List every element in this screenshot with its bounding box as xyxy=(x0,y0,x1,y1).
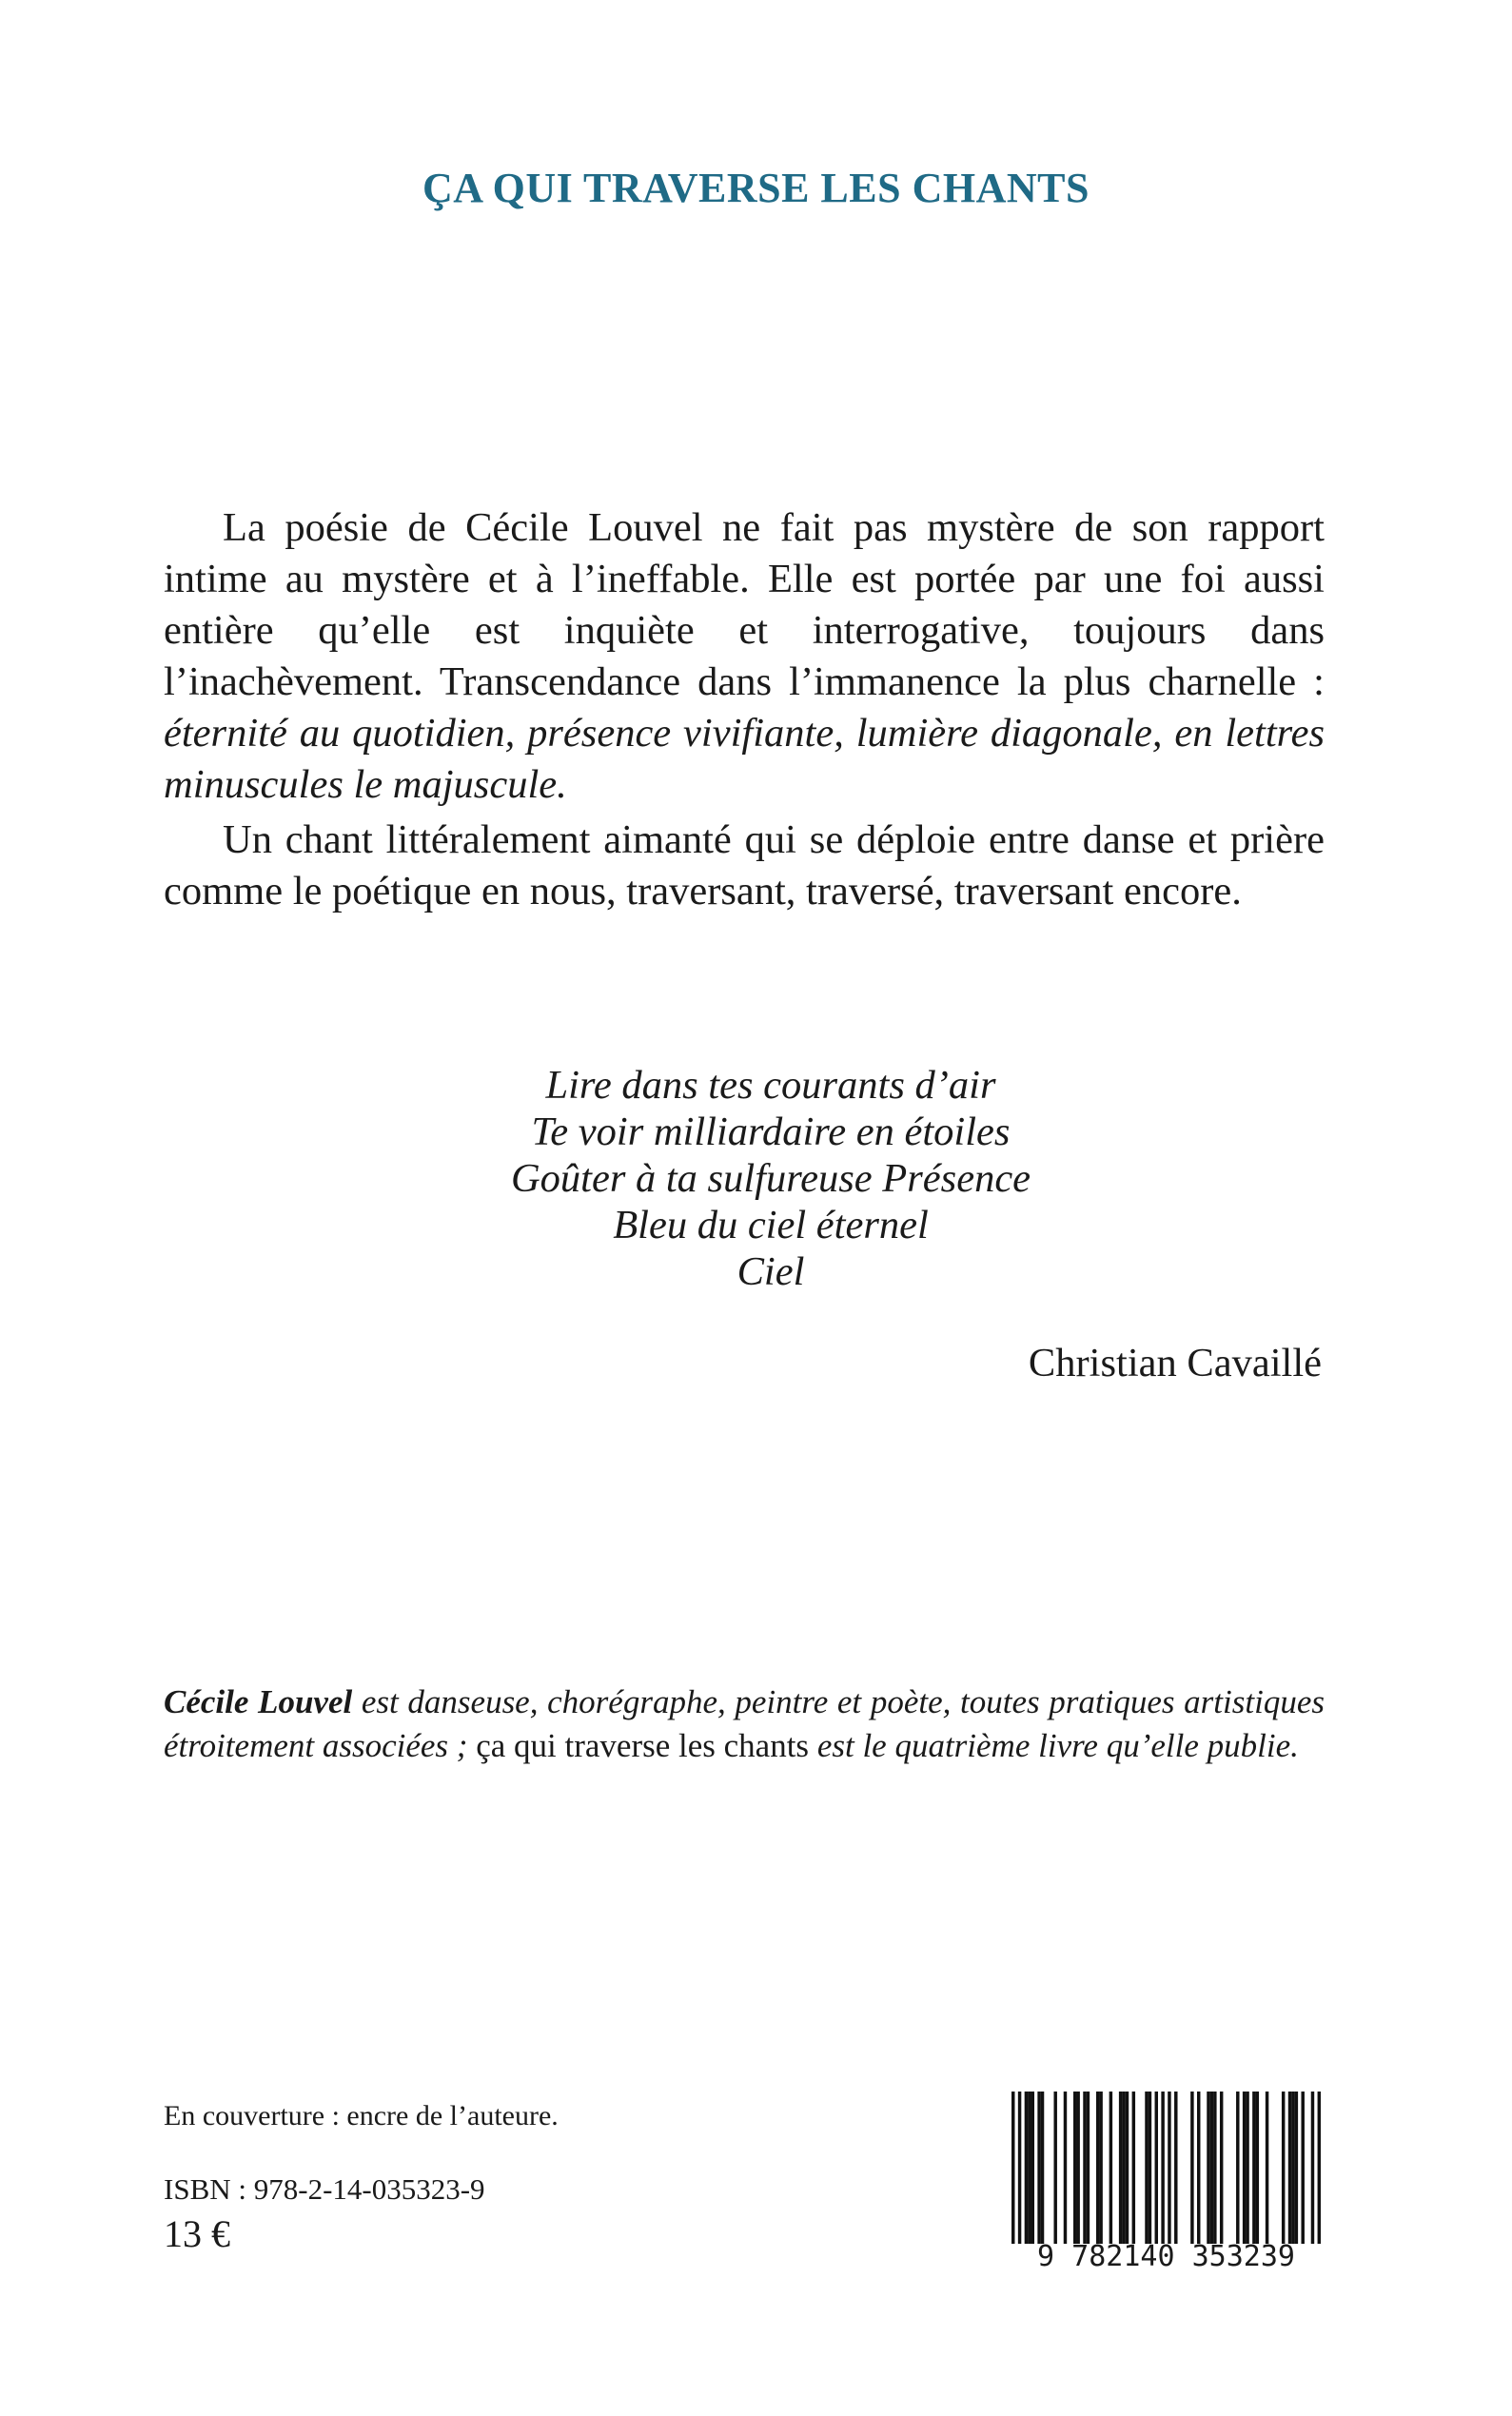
poem-excerpt xyxy=(0,1062,1512,1295)
barcode-bar xyxy=(1301,2092,1304,2244)
barcode-bar xyxy=(1037,2092,1040,2244)
barcode-bar xyxy=(1073,2092,1076,2244)
barcode-bar xyxy=(1266,2092,1268,2244)
poem-line: Bleu du ciel éternel xyxy=(613,1203,929,1247)
barcode-bar xyxy=(1119,2092,1122,2244)
barcode-bar xyxy=(1288,2092,1291,2244)
barcode-bar xyxy=(1220,2092,1223,2244)
barcode-bar xyxy=(1087,2092,1090,2244)
blurb-paragraph-1 xyxy=(164,502,1325,811)
poem-line: Goûter à ta sulfureuse Présence xyxy=(510,1156,1031,1201)
book-title: ÇA QUI TRAVERSE LES CHANTS xyxy=(422,165,1090,211)
barcode-bar xyxy=(1190,2092,1193,2244)
barcode-bar xyxy=(1318,2092,1321,2244)
barcode-bar xyxy=(1252,2092,1255,2244)
barcode-bar xyxy=(1099,2092,1102,2244)
barcode-bar xyxy=(1122,2092,1125,2244)
barcode-bar xyxy=(1155,2092,1158,2244)
barcode-digits: 9 782140 353239 xyxy=(1037,2240,1295,2273)
barcode-bar xyxy=(1174,2092,1177,2244)
poem-line: Ciel xyxy=(736,1249,805,1294)
barcode-bar xyxy=(1197,2092,1200,2244)
barcode-bar xyxy=(1246,2092,1248,2244)
barcode-bar xyxy=(1109,2092,1112,2244)
author-name: Cécile Louvel xyxy=(164,1683,353,1720)
bio-text-1: est danseuse, chorégraphe, peintre et poète, toutes pratiques artistiques étroitement associées ; xyxy=(164,1683,1325,1764)
blurb-paragraph-2: Un chant littéralement aimanté qui se déploie entre danse et prière comme le poétique en nous, traversant, traversé, traversant encore. xyxy=(164,817,1325,913)
barcode-bar xyxy=(1207,2092,1209,2244)
barcode-bar xyxy=(1161,2092,1164,2244)
poem-line: Te voir milliardaire en étoiles xyxy=(531,1110,1011,1154)
back-cover-blurb xyxy=(164,502,1325,917)
barcode-bar xyxy=(1076,2092,1079,2244)
barcode-bar xyxy=(1126,2092,1129,2244)
barcode-bar xyxy=(1083,2092,1086,2244)
barcode-bar xyxy=(1011,2092,1014,2244)
blurb-p1-roman: La poésie de Cécile Louvel ne fait pas mystère de son rapport intime au mystère et à l’ineffable. Elle est portée par une foi aussi entière qu’elle est inquiète et interrogative, toujours dans l’inachèvement. Transcendance dans l’immanence la plus charnelle : xyxy=(164,505,1325,704)
barcode-bar xyxy=(1149,2092,1151,2244)
barcode-bar xyxy=(1145,2092,1148,2244)
barcode-bar xyxy=(1210,2092,1213,2244)
barcode-bar xyxy=(1064,2092,1067,2244)
barcode-bar xyxy=(1256,2092,1259,2244)
barcode-bar xyxy=(1096,2092,1099,2244)
barcode-bar xyxy=(1295,2092,1298,2244)
barcode-bar xyxy=(1028,2092,1031,2244)
barcode-bar xyxy=(1053,2092,1056,2244)
barcode-bar xyxy=(1282,2092,1285,2244)
blurb-p1-italic: éternité au quotidien, présence vivifiante, lumière diagonale, en lettres minuscules le majuscule. xyxy=(164,711,1325,807)
barcode-bar xyxy=(1041,2092,1044,2244)
barcode-bar xyxy=(1243,2092,1246,2244)
barcode-bar xyxy=(1031,2092,1034,2244)
blurb-signature: Christian Cavaillé xyxy=(1028,1341,1322,1385)
barcode-bar xyxy=(1025,2092,1028,2244)
barcode-bar xyxy=(1018,2092,1021,2244)
bio-text-2: est le quatrième livre qu’elle publie. xyxy=(809,1727,1299,1764)
barcode xyxy=(1011,2092,1321,2274)
price: 13 € xyxy=(164,2212,230,2255)
barcode-bar xyxy=(1311,2092,1314,2244)
barcode-bar xyxy=(1213,2092,1216,2244)
bio-book-title: ça qui traverse les chants xyxy=(476,1727,810,1764)
barcode-bar xyxy=(1132,2092,1135,2244)
barcode-bars xyxy=(1011,2092,1321,2244)
poem-line: Lire dans tes courants d’air xyxy=(545,1063,996,1108)
cover-credit: En couverture : encre de l’auteure. xyxy=(164,2100,559,2131)
barcode-bar xyxy=(1236,2092,1239,2244)
author-bio xyxy=(164,1680,1325,1768)
barcode-bar xyxy=(1291,2092,1294,2244)
barcode-bar xyxy=(1168,2092,1170,2244)
isbn: ISBN : 978-2-14-035323-9 xyxy=(164,2172,485,2206)
